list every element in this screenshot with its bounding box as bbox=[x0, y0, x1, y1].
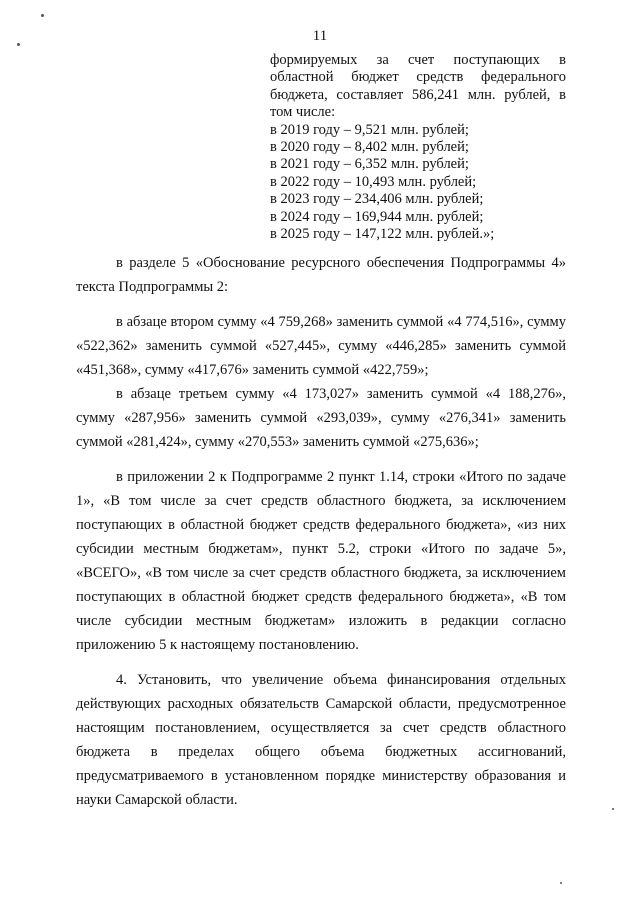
year-funding-line: в 2022 году – 10,493 млн. рублей; bbox=[270, 173, 477, 190]
paragraph-third-abzac: в абзаце третьем сумму «4 173,027» заменить суммой «4 188,276», сумму «287,956» заменить суммой «293,039», сумму «276,341» заменить суммой «281,424», сумму «270,553» заменить суммой «275,636»; bbox=[76, 386, 566, 450]
year-funding-line: в 2024 году – 169,944 млн. рублей; bbox=[270, 208, 484, 225]
continuation-line: бюджета, составляет 586,241 млн. рублей, в bbox=[270, 86, 566, 103]
continuation-line: областной бюджет средств федерального bbox=[270, 69, 566, 86]
paragraph-section5-intro: в разделе 5 «Обоснование ресурсного обеспечения Подпрограммы 4» текста Подпрограммы 2: bbox=[76, 255, 566, 295]
year-funding-line: в 2020 году – 8,402 млн. рублей; bbox=[270, 139, 469, 156]
paragraph-second-abzac: в абзаце втором сумму «4 759,268» заменить суммой «4 774,516», сумму «522,362» заменить суммой «527,445», сумму «446,285» заменить суммой «451,368», сумму «417,676» заменить суммой «422,759»; bbox=[76, 314, 566, 378]
year-funding-line: в 2025 году – 147,122 млн. рублей.»; bbox=[270, 226, 495, 243]
paragraph-appendix-2: в приложении 2 к Подпрограмме 2 пункт 1.14, строки «Итого по задаче 1», «В том числе за счет средств областного бюджета, за исключением поступающих в областной бюджет средств федерального бюджета», «из них субсидии местным бюджетам», пункт 5.2, строки «Итого по задаче 5», «ВСЕГО», «В том числе за счет средств областного бюджета, за исключением поступающих в областной бюджет средств федерального бюджета», «В том числе субсидии местным бюджетам» изложить в редакции согласно приложению 5 к настоящему постановлению. bbox=[76, 469, 566, 653]
year-funding-line: в 2021 году – 6,352 млн. рублей; bbox=[270, 156, 469, 173]
year-funding-line: в 2019 году – 9,521 млн. рублей; bbox=[270, 121, 469, 138]
page-number: 11 bbox=[312, 28, 328, 44]
paragraph-clause-4: 4. Установить, что увеличение объема финансирования отдельных действующих расходных обязательств Самарской области, предусмотренное настоящим постановлением, осуществляется за счет средств областного бюджета в пределах общего объема бюджетных ассигнований, предусматриваемого в установленном порядке министерству образования и науки Самарской области. bbox=[76, 672, 566, 808]
funding-continuation-block bbox=[270, 52, 566, 243]
document-body bbox=[76, 251, 566, 812]
continuation-line: том числе: bbox=[270, 104, 336, 121]
year-funding-line: в 2023 году – 234,406 млн. рублей; bbox=[270, 191, 484, 208]
continuation-line: формируемых за счет поступающих в bbox=[270, 52, 566, 68]
